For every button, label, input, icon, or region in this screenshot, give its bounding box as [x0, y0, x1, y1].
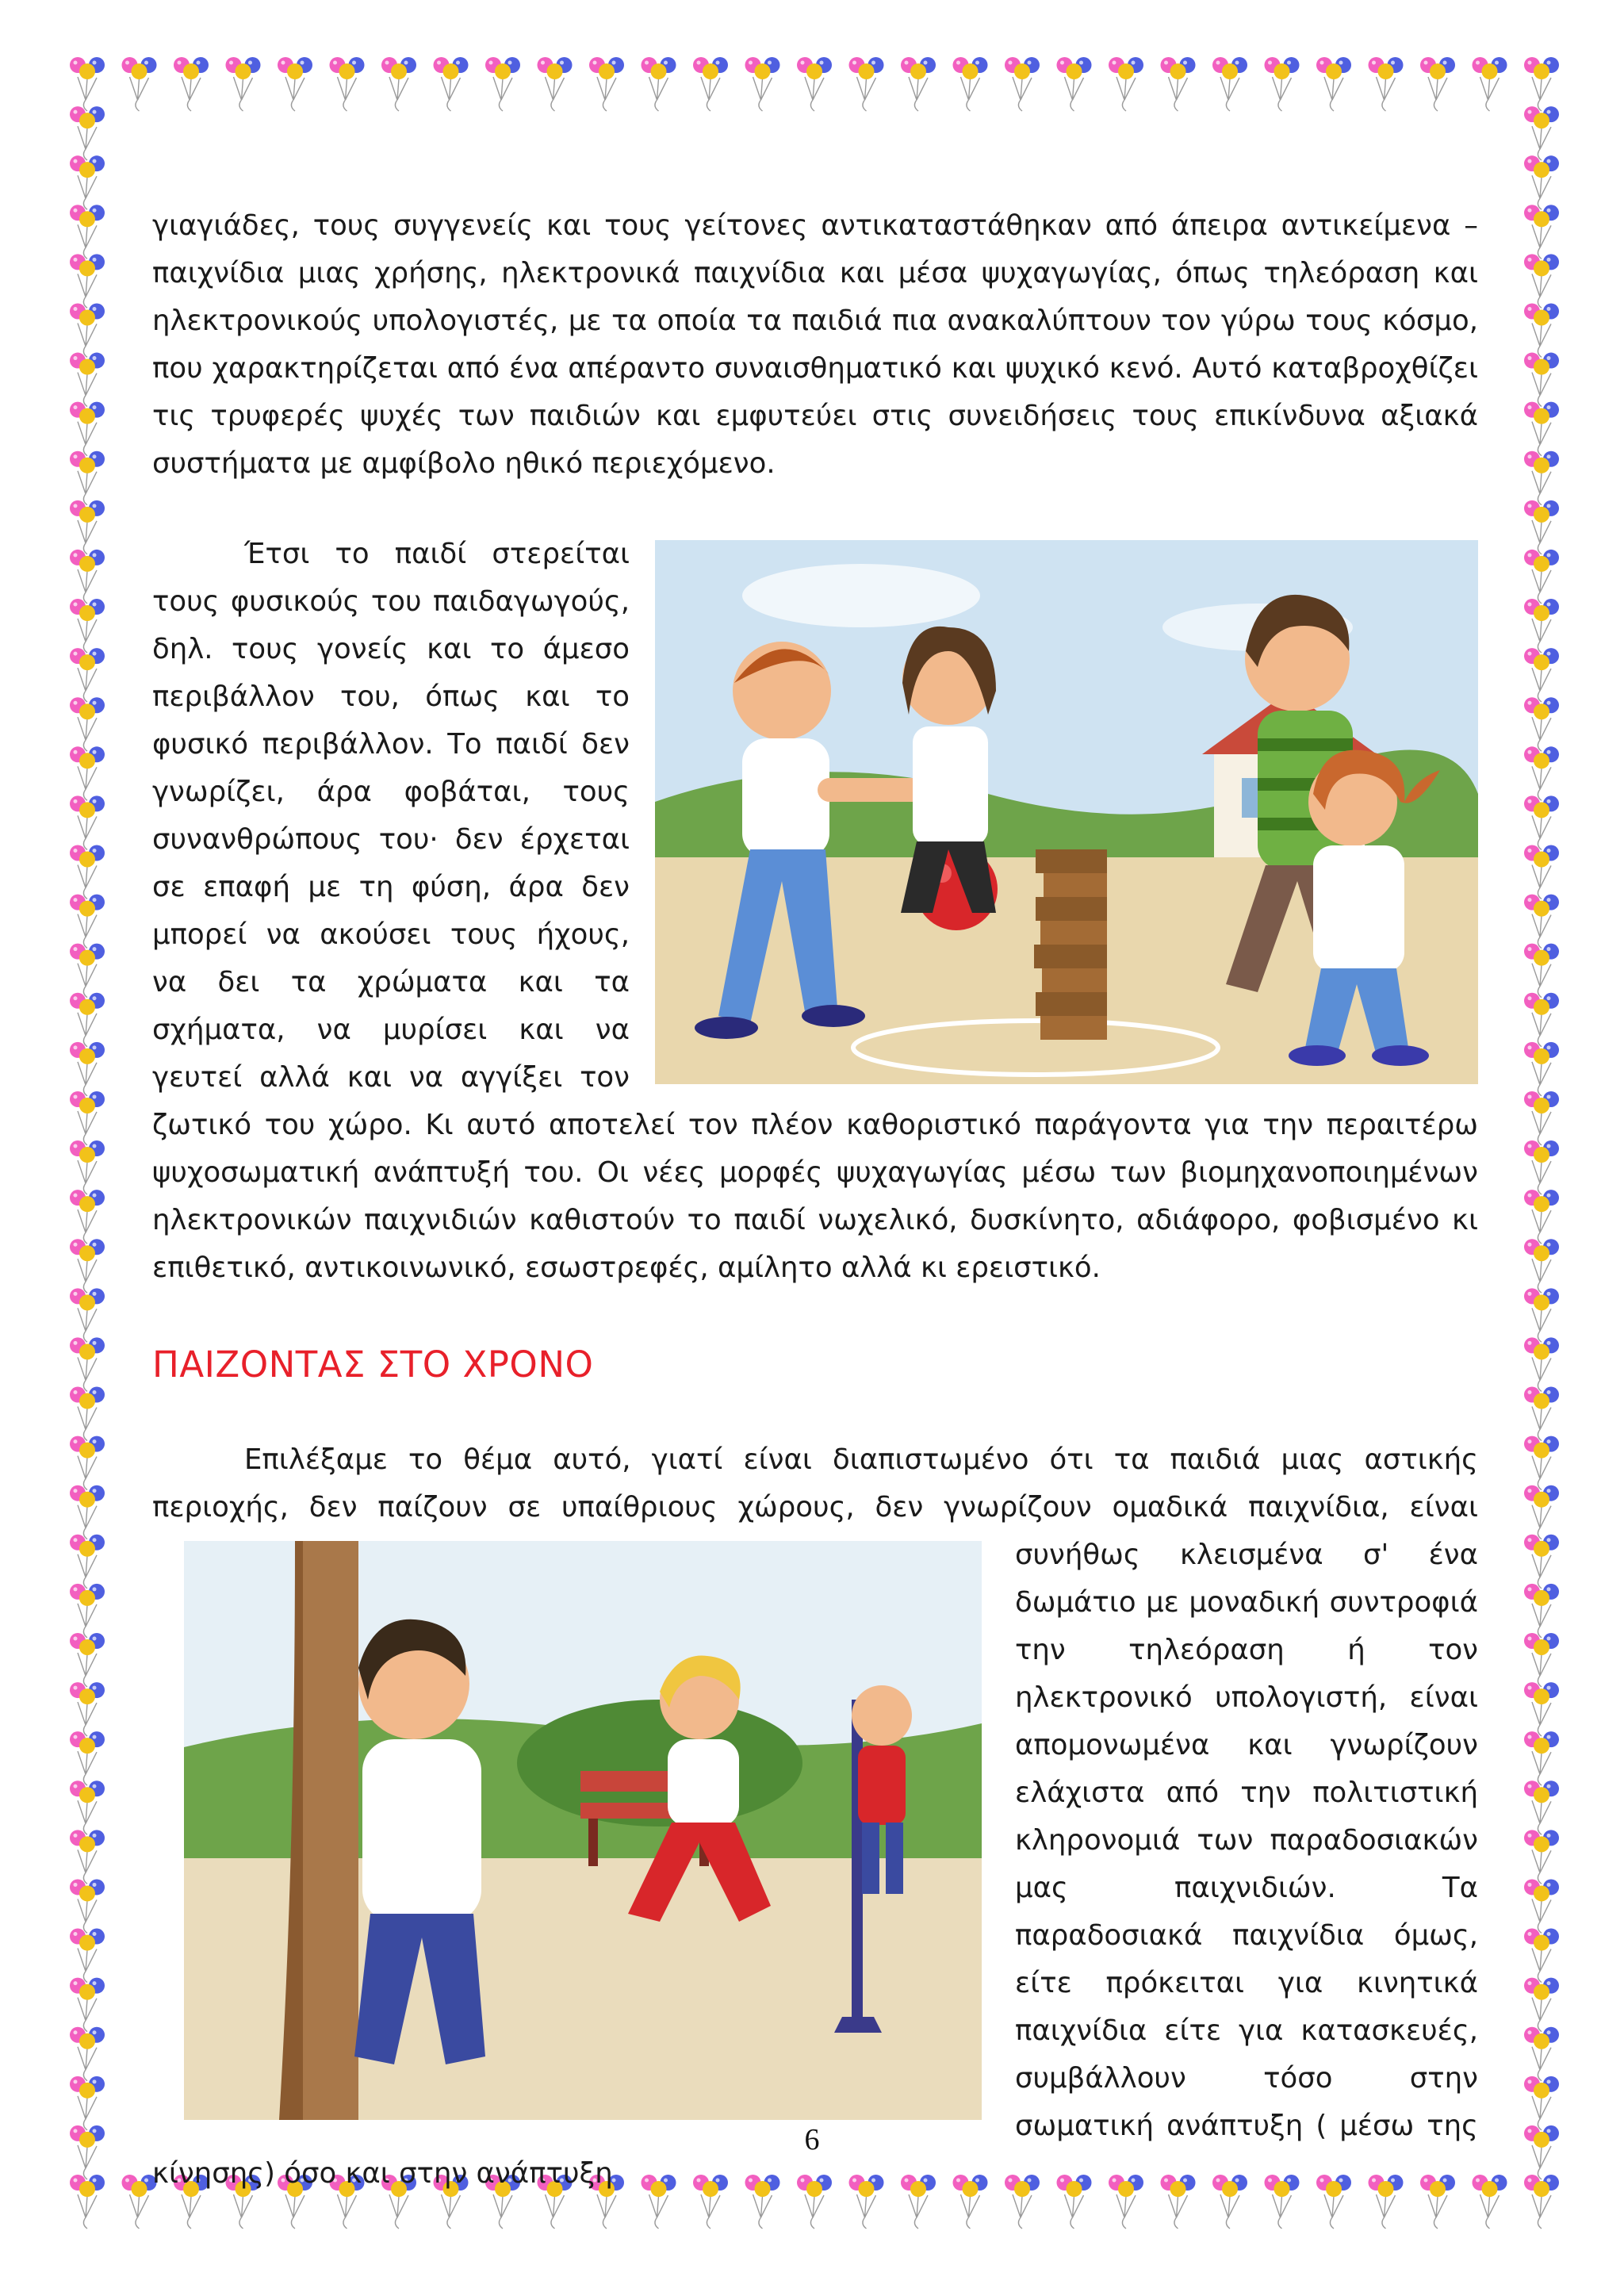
section-heading: ΠΑΙΖΟΝΤΑΣ ΣΤΟ ΧΡΟΝΟ — [152, 1343, 594, 1386]
paragraph-3: Επιλέξαμε το θέμα αυτό, γιατί είναι διαπιστωμένο ότι τα παιδιά μιας αστικής περιοχής, δεν παίζουν σε υπαίθριους χώρους, δεν γνωρίζουν ομαδικά παιχνίδια, είναι — [152, 1443, 1478, 1524]
children-playing-ball-illustration — [655, 540, 1478, 1084]
paragraph-1: γιαγιάδες, τους συγγενείς και τους γείτονες αντικαταστάθηκαν από άπειρα αντικείμενα – παιχνίδια μιας χρήσης, ηλεκτρονικά παιχνίδια και μέσα ψυχαγωγίας, όπως τηλεόραση και ηλεκτρονικούς υπολογιστές, με τα οποία τα παιδιά πια ανακαλύπτουν τον γύρω τους κόσμο, που χαρακτηρίζεται από ένα απέραντο συναισθηματικό και ψυχικό κενό. Αυτό καταβροχθίζει τις τρυφερές ψυχές των παιδιών και εμφυτεύει στις συνειδήσεις τους επικίνδυνα αξιακά συστήματα με αμφίβολο ηθικό περιεχόμενο. — [152, 209, 1478, 480]
children-playing-tag-illustration — [184, 1541, 982, 2120]
page-content — [152, 202, 1478, 2198]
paragraph-3-intro: Επιλέξαμε το θέμα αυτό, γιατί είναι διαπιστωμένο ότι τα παιδιά μιας αστικής περιοχής, δεν παίζουν σε υπαίθριους χώρους, δεν γνωρίζουν ομαδικά παιχνίδια, είναι συνήθως κλεισμένα σ' ένα δωμάτιο με μοναδική συντροφιά την τηλεόραση ή τον ηλεκτρονικό υπολογιστή, είναι απομονωμένα και γνωρίζουν ελάχιστα από την πολιτιστική κληρονομιά των παραδοσιακών μας παιχνιδιών. Τα παραδοσιακά παιχνίδια όμως, είτε πρόκειται για κινητικά παιχνίδια είτε για κατασκευές, συμβάλλουν τόσο στην σωματική ανάπτυξη ( μέσω της κίνησης) όσο και στην ανάπτυξη — [152, 1443, 1478, 2190]
paragraph-2: Έτσι το παιδί στερείται τους φυσικούς του παιδαγωγούς, δηλ. τους γονείς και το άμεσο περιβάλλον του, όπως και το φυσικό περιβάλλον. Το παιδί δεν γνωρίζει, άρα φοβάται, τους συνανθρώπους του· δεν έρχεται σε επαφή με τη φύση, άρα δεν μπορεί να ακούσει τους ήχους, να δει τα χρώματα και τα σχήματα, να μυρίσει και να γευτεί αλλά και να αγγίξει τον ζωτικό του χώρο. Κι αυτό αποτελεί τον πλέον καθοριστικό παράγοντα για την περαιτέρω ψυχοσωματική ανάπτυξή του. Οι νέες μορφές ψυχαγωγίας μέσω των βιομηχανοποιημένων ηλεκτρονικών παιχνιδιών καθιστούν το παιδί νωχελικό, δυσκίνητο, αδιάφορο, φοβισμένο κι επιθετικό, αντικοινωνικό, εσωστρεφές, αμίλητο αλλά κι ερειστικό. — [152, 538, 1478, 1284]
page-number: 6 — [804, 2123, 820, 2156]
